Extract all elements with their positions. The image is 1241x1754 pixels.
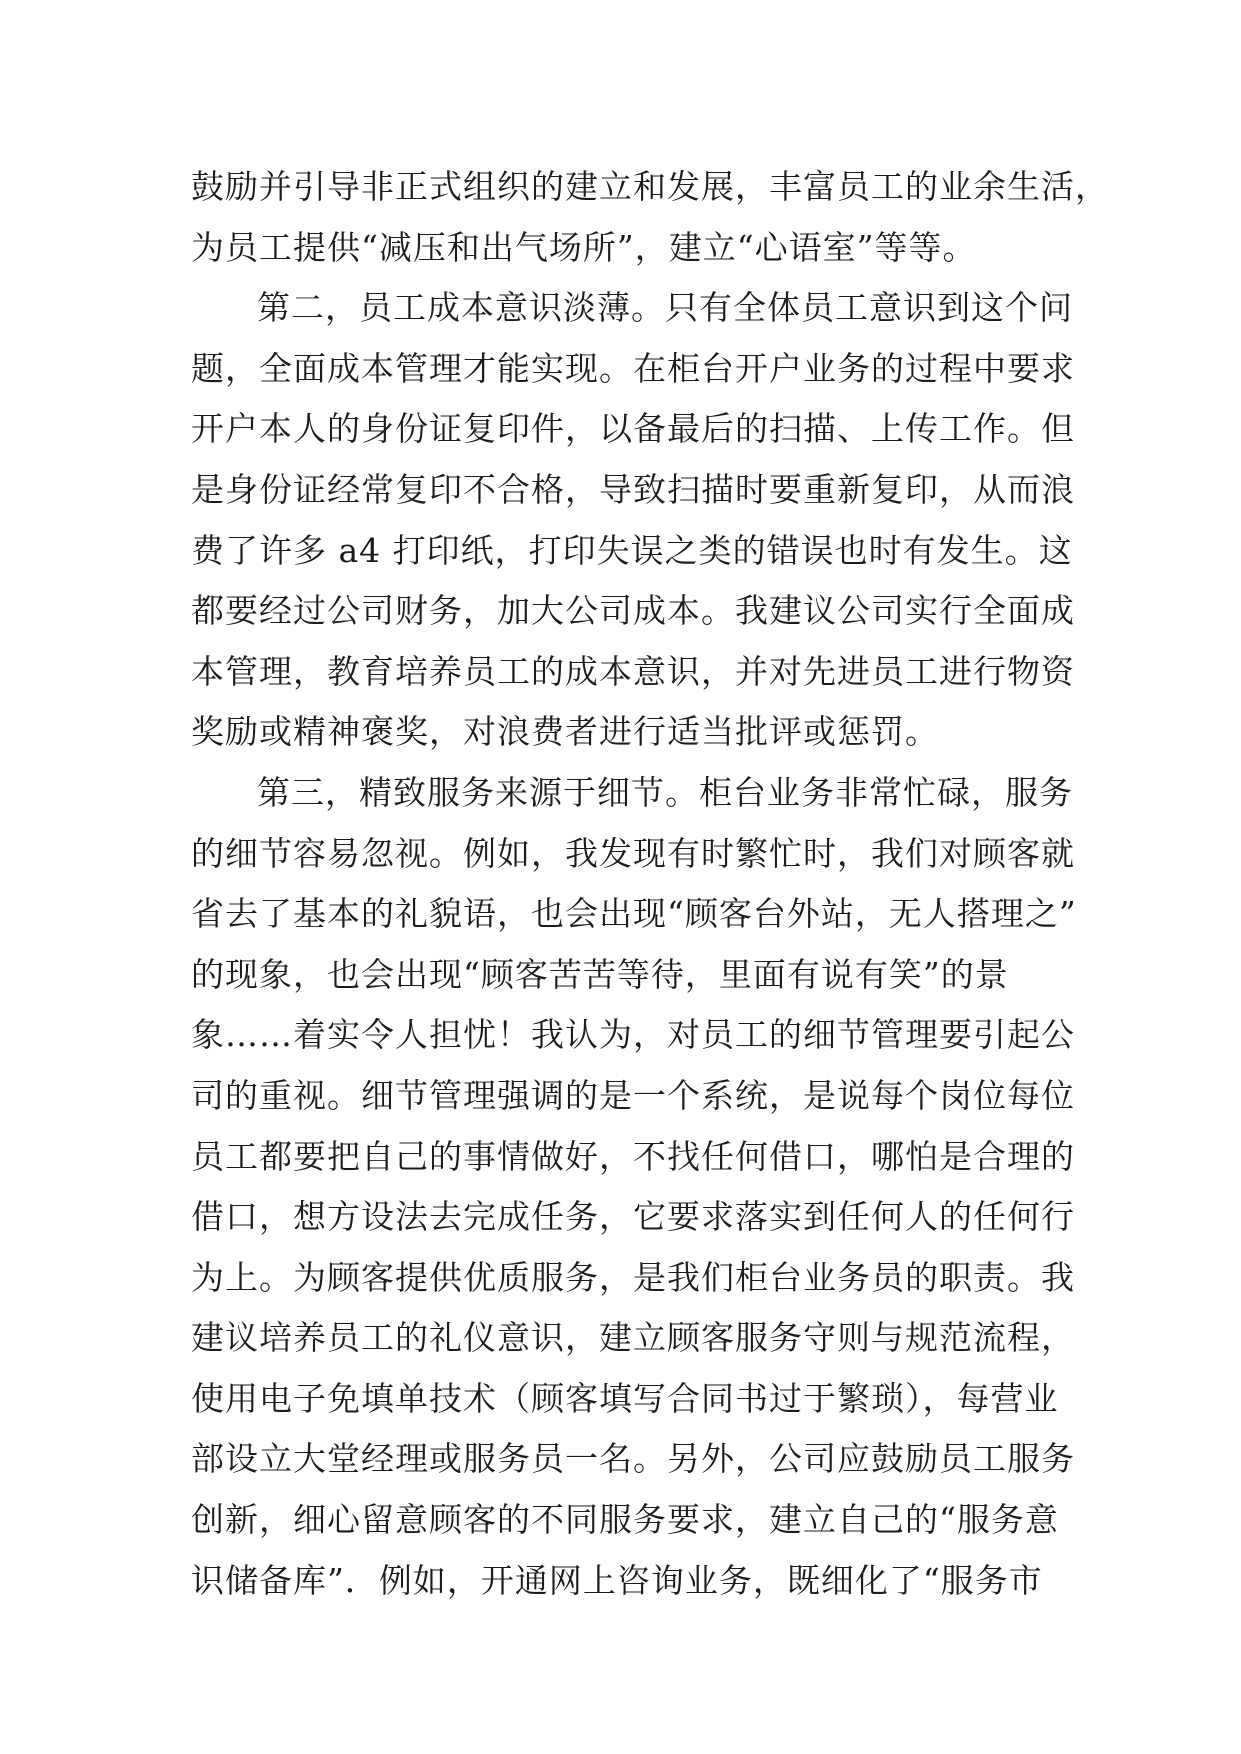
text-line: 都要经过公司财务，加大公司成本。我建议公司实行全面成 bbox=[191, 591, 1075, 631]
text-line: 司的重视。细节管理强调的是一个系统，是说每个岗位每位 bbox=[191, 1075, 1075, 1115]
text-line: 建议培养员工的礼仪意识，建立顾客服务守则与规范流程， bbox=[191, 1318, 1075, 1358]
text-line: 题，全面成本管理才能实现。在柜台开户业务的过程中要求 bbox=[191, 348, 1075, 388]
text-line: 部设立大堂经理或服务员一名。另外，公司应鼓励员工服务 bbox=[191, 1439, 1075, 1479]
text-line: 省去了基本的礼貌语，也会出现“顾客台外站，无人搭理之” bbox=[191, 894, 1077, 934]
text-line: 本管理，教育培养员工的成本意识，并对先进员工进行物资 bbox=[191, 651, 1075, 691]
text-line: 为员工提供“减压和出气场所”，建立“心语室”等等。 bbox=[191, 227, 977, 267]
text-line: 象……着实令人担忧！我认为，对员工的细节管理要引起公 bbox=[191, 1015, 1075, 1055]
paragraph-start-line: 第二，员工成本意识淡薄。只有全体员工意识到这个问 bbox=[257, 288, 1073, 328]
text-line: 费了许多 a4 打印纸，打印失误之类的错误也时有发生。这 bbox=[191, 530, 1073, 570]
text-line: 为上。为顾客提供优质服务，是我们柜台业务员的职责。我 bbox=[191, 1257, 1075, 1297]
text-line: 开户本人的身份证复印件，以备最后的扫描、上传工作。但 bbox=[191, 409, 1075, 449]
text-line: 的现象，也会出现“顾客苦苦等待，里面有说有笑”的景 bbox=[191, 954, 1009, 994]
text-line: 奖励或精神褒奖，对浪费者进行适当批评或惩罚。 bbox=[191, 712, 939, 752]
text-line: 员工都要把自己的事情做好，不找任何借口，哪怕是合理的 bbox=[191, 1136, 1075, 1176]
paragraph-start-line: 第三，精致服务来源于细节。柜台业务非常忙碌，服务 bbox=[257, 772, 1073, 812]
text-line: 创新，细心留意顾客的不同服务要求，建立自己的“服务意 bbox=[191, 1500, 1059, 1540]
document-body bbox=[191, 157, 1109, 1611]
text-line: 鼓励并引导非正式组织的建立和发展，丰富员工的业余生活， bbox=[191, 167, 1109, 206]
text-line: 借口，想方设法去完成任务，它要求落实到任何人的任何行 bbox=[191, 1197, 1075, 1237]
text-line: 使用电子免填单技术（顾客填写合同书过于繁琐），每营业 bbox=[191, 1378, 1059, 1418]
text-line: 是身份证经常复印不合格，导致扫描时要重新复印，从而浪 bbox=[191, 469, 1075, 509]
text-line: 的细节容易忽视。例如，我发现有时繁忙时，我们对顾客就 bbox=[191, 833, 1075, 873]
text-line: 识储备库”．例如，开通网上咨询业务，既细化了“服务市 bbox=[191, 1560, 1043, 1600]
